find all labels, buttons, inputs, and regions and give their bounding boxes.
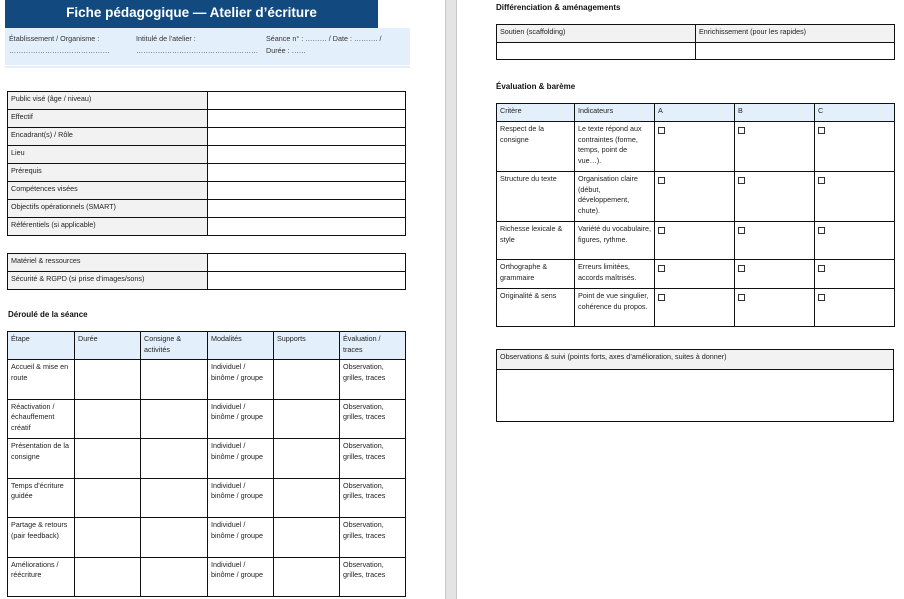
info-row [8, 254, 406, 272]
duree-cell[interactable] [75, 557, 141, 597]
grade-b-cell [735, 289, 815, 327]
critere-cell: Respect de la consigne [497, 122, 575, 172]
deroule-header: Supports [274, 332, 340, 360]
indicateur-cell: Erreurs limitées, accords maîtrisés. [575, 260, 655, 289]
field-label: Séance n° : ……… / Date : ………. / [266, 34, 382, 43]
checkbox-icon[interactable] [818, 177, 825, 184]
info-band [5, 28, 410, 65]
deroule-header: Modalités [208, 332, 274, 360]
grade-b-cell [735, 222, 815, 260]
header-enrichissement: Enrichissement (pour les rapides) [696, 25, 895, 43]
etape-cell: Partage & retours (pair feedback) [8, 518, 75, 558]
checkbox-icon[interactable] [658, 265, 665, 272]
info-label: Effectif [8, 110, 208, 128]
criterion-row [497, 122, 895, 172]
info-label: Encadrant(s) / Rôle [8, 128, 208, 146]
info-value-field[interactable] [208, 200, 406, 218]
checkbox-icon[interactable] [738, 294, 745, 301]
duree-cell[interactable] [75, 478, 141, 518]
supports-cell[interactable] [274, 478, 340, 518]
info-label: Matériel & ressources [8, 254, 208, 272]
info-divider [5, 66, 410, 68]
info-value-field[interactable] [208, 164, 406, 182]
info-row [8, 128, 406, 146]
field-etablissement[interactable] [9, 33, 129, 57]
section-title-deroule: Déroulé de la séance [8, 310, 88, 319]
evaluation-header: A [655, 104, 735, 122]
modalites-cell: Individuel / binôme / groupe [208, 439, 274, 479]
grade-c-cell [815, 289, 895, 327]
section-title-evaluation: Évaluation & barème [496, 82, 576, 91]
field-value: …………………………………………… [136, 46, 259, 55]
info-value-field[interactable] [208, 128, 406, 146]
checkbox-icon[interactable] [658, 177, 665, 184]
consigne-cell[interactable] [141, 439, 208, 479]
grade-a-cell [655, 222, 735, 260]
indicateur-cell: Le texte répond aux contraintes (forme, temps, point de vue…). [575, 122, 655, 172]
page-2 [457, 0, 904, 599]
checkbox-icon[interactable] [658, 227, 665, 234]
field-label: Intitulé de l'atelier : [136, 34, 196, 43]
consigne-cell[interactable] [141, 360, 208, 400]
deroule-header: Consigne & activités [141, 332, 208, 360]
critere-cell: Richesse lexicale & style [497, 222, 575, 260]
consigne-cell[interactable] [141, 557, 208, 597]
deroule-header: Étape [8, 332, 75, 360]
duree-cell[interactable] [75, 399, 141, 439]
resources-table [7, 253, 406, 290]
info-value-field[interactable] [208, 254, 406, 272]
info-value-field[interactable] [208, 182, 406, 200]
checkbox-icon[interactable] [818, 227, 825, 234]
grade-c-cell [815, 222, 895, 260]
etape-cell: Présentation de la consigne [8, 439, 75, 479]
info-row [8, 146, 406, 164]
indicateur-cell: Point de vue singulier, cohérence du propos. [575, 289, 655, 327]
evaluation-cell: Observation, grilles, traces [340, 518, 406, 558]
cell-soutien[interactable] [497, 43, 696, 60]
info-value-field[interactable] [208, 92, 406, 110]
field-intitule[interactable] [136, 33, 261, 57]
grade-b-cell [735, 260, 815, 289]
info-label: Prérequis [8, 164, 208, 182]
checkbox-icon[interactable] [658, 127, 665, 134]
deroule-row [8, 518, 406, 558]
grade-a-cell [655, 172, 735, 222]
grade-b-cell [735, 122, 815, 172]
info-value-field[interactable] [208, 218, 406, 236]
info-row [8, 272, 406, 290]
grade-c-cell [815, 172, 895, 222]
evaluation-cell: Observation, grilles, traces [340, 360, 406, 400]
grade-a-cell [655, 260, 735, 289]
checkbox-icon[interactable] [738, 265, 745, 272]
grade-b-cell [735, 172, 815, 222]
modalites-cell: Individuel / binôme / groupe [208, 399, 274, 439]
modalites-cell: Individuel / binôme / groupe [208, 478, 274, 518]
deroule-row [8, 439, 406, 479]
checkbox-icon[interactable] [658, 294, 665, 301]
supports-cell[interactable] [274, 439, 340, 479]
indicateur-cell: Variété du vocabulaire, figures, rythme. [575, 222, 655, 260]
info-label: Objectifs opérationnels (SMART) [8, 200, 208, 218]
evaluation-cell: Observation, grilles, traces [340, 399, 406, 439]
differenciation-table [496, 24, 895, 60]
criterion-row [497, 222, 895, 260]
deroule-row [8, 478, 406, 518]
supports-cell[interactable] [274, 557, 340, 597]
grade-c-cell [815, 122, 895, 172]
info-row [8, 92, 406, 110]
consigne-cell[interactable] [141, 399, 208, 439]
field-value: Durée : …… [266, 46, 306, 55]
info-row [8, 164, 406, 182]
info-label: Compétences visées [8, 182, 208, 200]
etape-cell: Temps d’écriture guidée [8, 478, 75, 518]
deroule-header: Durée [75, 332, 141, 360]
evaluation-header: C [815, 104, 895, 122]
grade-a-cell [655, 289, 735, 327]
criterion-row [497, 172, 895, 222]
field-value: …………………………………… [9, 46, 110, 55]
header-soutien: Soutien (scaffolding) [497, 25, 696, 43]
checkbox-icon[interactable] [738, 227, 745, 234]
info-label: Sécurité & RGPD (si prise d’images/sons) [8, 272, 208, 290]
observations-table [496, 349, 894, 422]
info-value-field[interactable] [208, 272, 406, 290]
supports-cell[interactable] [274, 360, 340, 400]
supports-cell[interactable] [274, 399, 340, 439]
observations-field[interactable] [497, 370, 894, 422]
indicateur-cell: Organisation claire (début, développement, chute). [575, 172, 655, 222]
duree-cell[interactable] [75, 518, 141, 558]
grade-a-cell [655, 122, 735, 172]
info-row [8, 200, 406, 218]
consigne-cell[interactable] [141, 518, 208, 558]
deroule-row [8, 360, 406, 400]
critere-cell: Orthographe & grammaire [497, 260, 575, 289]
supports-cell[interactable] [274, 518, 340, 558]
infos-table [7, 91, 406, 236]
modalites-cell: Individuel / binôme / groupe [208, 557, 274, 597]
evaluation-cell: Observation, grilles, traces [340, 557, 406, 597]
evaluation-header: B [735, 104, 815, 122]
deroule-header: Évaluation / traces [340, 332, 406, 360]
checkbox-icon[interactable] [818, 294, 825, 301]
etape-cell: Réactivation / échauffement créatif [8, 399, 75, 439]
info-value-field[interactable] [208, 146, 406, 164]
checkbox-icon[interactable] [738, 177, 745, 184]
info-label: Référentiels (si applicable) [8, 218, 208, 236]
evaluation-header: Indicateurs [575, 104, 655, 122]
grade-c-cell [815, 260, 895, 289]
info-row [8, 218, 406, 236]
info-row [8, 110, 406, 128]
etape-cell: Accueil & mise en route [8, 360, 75, 400]
evaluation-cell: Observation, grilles, traces [340, 439, 406, 479]
evaluation-cell: Observation, grilles, traces [340, 478, 406, 518]
observations-label: Observations & suivi (points forts, axes d’amélioration, suites à donner) [497, 350, 894, 370]
checkbox-icon[interactable] [738, 127, 745, 134]
modalites-cell: Individuel / binôme / groupe [208, 518, 274, 558]
checkbox-icon[interactable] [818, 265, 825, 272]
cell-enrichissement[interactable] [696, 43, 895, 60]
page-gutter [445, 0, 457, 599]
criterion-row [497, 260, 895, 289]
deroule-row [8, 557, 406, 597]
deroule-row [8, 399, 406, 439]
checkbox-icon[interactable] [818, 127, 825, 134]
info-row [8, 182, 406, 200]
evaluation-header: Critère [497, 104, 575, 122]
duree-cell[interactable] [75, 439, 141, 479]
modalites-cell: Individuel / binôme / groupe [208, 360, 274, 400]
duree-cell[interactable] [75, 360, 141, 400]
info-label: Public visé (âge / niveau) [8, 92, 208, 110]
critere-cell: Originalité & sens [497, 289, 575, 327]
info-label: Lieu [8, 146, 208, 164]
document-title: Fiche pédagogique — Atelier d’écriture [5, 0, 378, 28]
critere-cell: Structure du texte [497, 172, 575, 222]
field-label: Établissement / Organisme : [9, 34, 100, 43]
section-title-differenciation: Différenciation & aménagements [496, 3, 621, 12]
deroule-table [7, 331, 406, 597]
criterion-row [497, 289, 895, 327]
evaluation-table [496, 103, 895, 327]
page-1 [0, 0, 445, 599]
etape-cell: Améliorations / réécriture [8, 557, 75, 597]
field-seance[interactable] [266, 33, 406, 57]
consigne-cell[interactable] [141, 478, 208, 518]
info-value-field[interactable] [208, 110, 406, 128]
